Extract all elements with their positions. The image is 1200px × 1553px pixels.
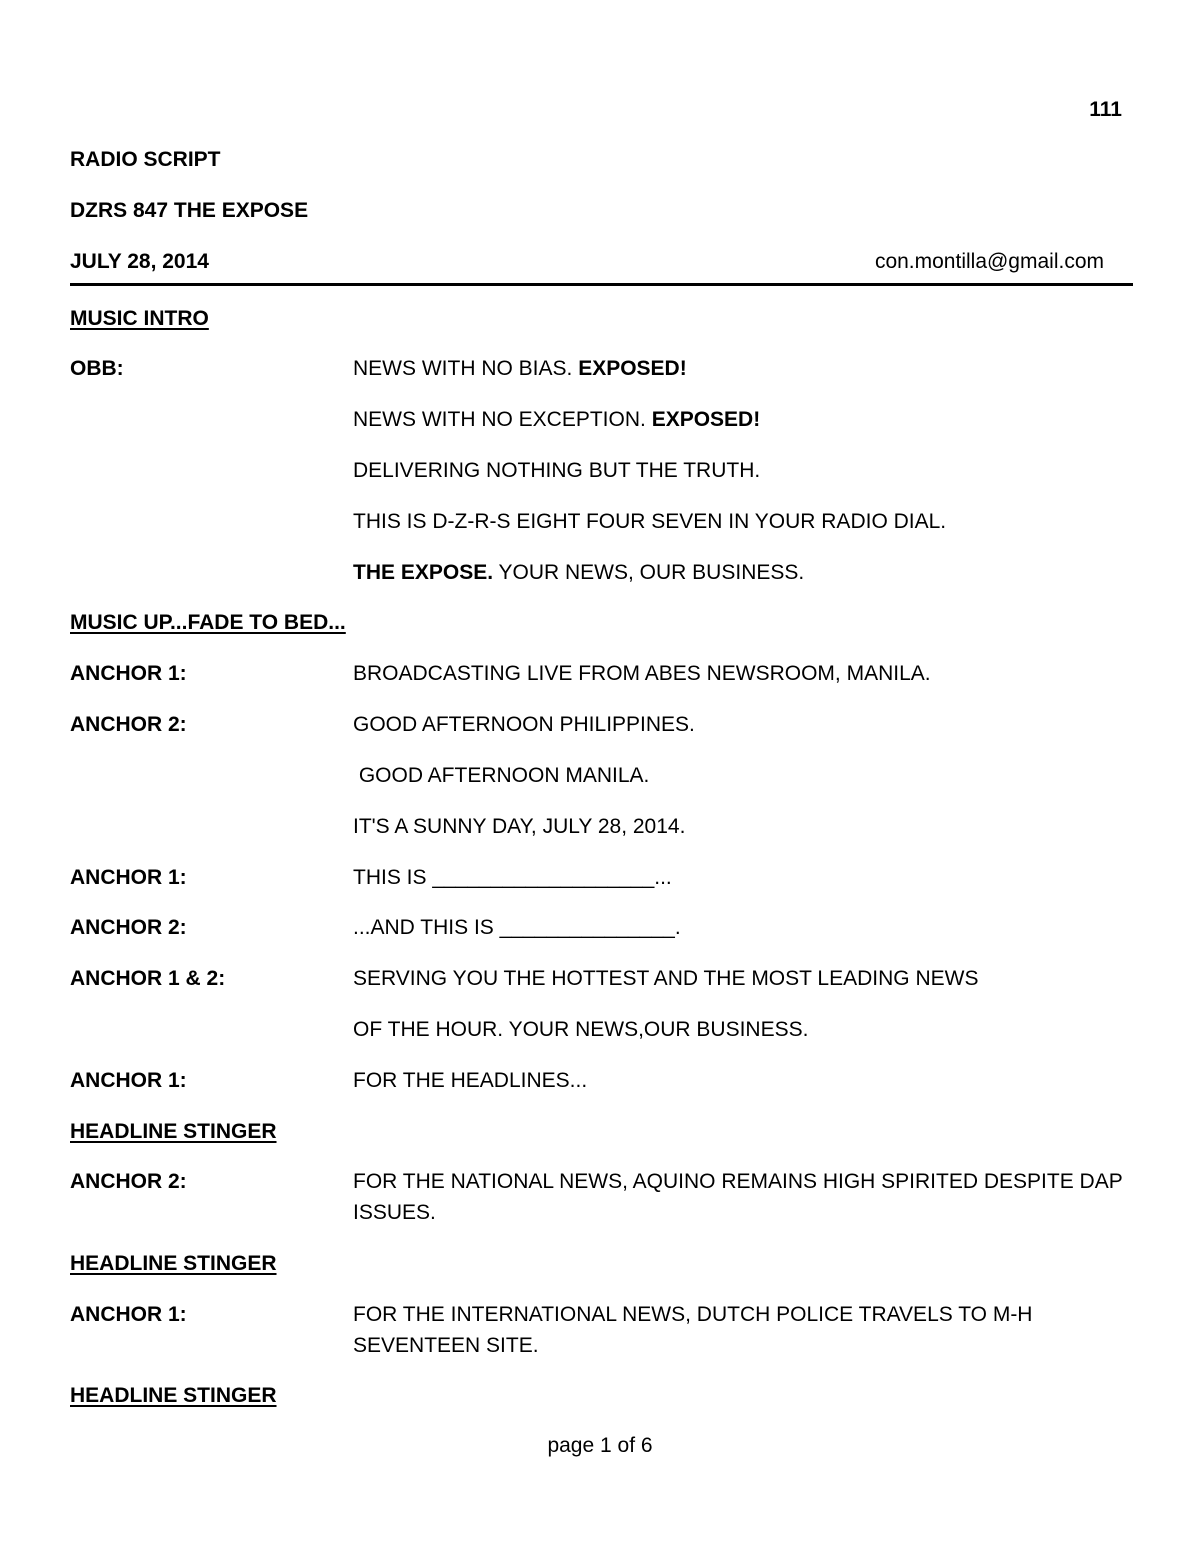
obb-line-4: THIS IS D-Z-R-S EIGHT FOUR SEVEN IN YOUR RADIO DIAL. [353, 510, 947, 533]
line-good-afternoon-ph: GOOD AFTERNOON PHILIPPINES. [353, 713, 695, 736]
obb-line-5: THE EXPOSE. YOUR NEWS, OUR BUSINESS. [353, 561, 805, 584]
speaker-anchor-1: ANCHOR 1: [70, 662, 187, 685]
obb-line-2: NEWS WITH NO EXCEPTION. EXPOSED! [353, 408, 761, 431]
line-serving: SERVING YOU THE HOTTEST AND THE MOST LEADING NEWS [353, 967, 979, 990]
line-international-news: FOR THE INTERNATIONAL NEWS, DUTCH POLICE TRAVELS TO M-H SEVENTEEN SITE. [353, 1303, 1033, 1357]
line-good-afternoon-mnl: GOOD AFTERNOON MANILA. [353, 764, 650, 787]
page-indicator: page 1 of 6 [547, 1434, 653, 1457]
speaker-anchor-1: ANCHOR 1: [70, 1303, 187, 1326]
cue-headline-stinger: HEADLINE STINGER [70, 1120, 277, 1143]
speaker-anchor-1: ANCHOR 1: [70, 866, 187, 889]
line-headlines: FOR THE HEADLINES... [353, 1069, 588, 1092]
cue-headline-stinger: HEADLINE STINGER [70, 1252, 277, 1275]
obb-line-1: NEWS WITH NO BIAS. EXPOSED! [353, 357, 687, 380]
speaker-anchor-2: ANCHOR 2: [70, 713, 187, 736]
cue-music-intro: MUSIC INTRO [70, 307, 209, 330]
header-rule [70, 283, 1133, 286]
page-number: 111 [1089, 98, 1122, 121]
line-and-this-is: ...AND THIS IS _______________. [353, 916, 681, 939]
line-national-news: FOR THE NATIONAL NEWS, AQUINO REMAINS HIGH SPIRITED DESPITE DAP ISSUES. [353, 1170, 1123, 1224]
script-title: RADIO SCRIPT [70, 148, 221, 171]
cue-headline-stinger: HEADLINE STINGER [70, 1384, 277, 1407]
speaker-anchor-2: ANCHOR 2: [70, 916, 187, 939]
speaker-anchor-2: ANCHOR 2: [70, 1170, 187, 1193]
speaker-obb: OBB: [70, 357, 124, 380]
line-broadcasting: BROADCASTING LIVE FROM ABES NEWSROOM, MANILA. [353, 662, 931, 685]
contact-email: con.montilla@gmail.com [874, 250, 1104, 273]
line-sunny-day: IT'S A SUNNY DAY, JULY 28, 2014. [353, 815, 686, 838]
speaker-anchor-1: ANCHOR 1: [70, 1069, 187, 1092]
cue-music-up: MUSIC UP...FADE TO BED... [70, 611, 346, 634]
script-date: JULY 28, 2014 [70, 250, 209, 273]
speaker-anchor-1-2: ANCHOR 1 & 2: [70, 967, 226, 990]
program-name: DZRS 847 THE EXPOSE [70, 199, 309, 222]
line-this-is: THIS IS ___________________... [353, 866, 672, 889]
obb-line-3: DELIVERING NOTHING BUT THE TRUTH. [353, 459, 761, 482]
line-of-the-hour: OF THE HOUR. YOUR NEWS,OUR BUSINESS. [353, 1018, 809, 1041]
